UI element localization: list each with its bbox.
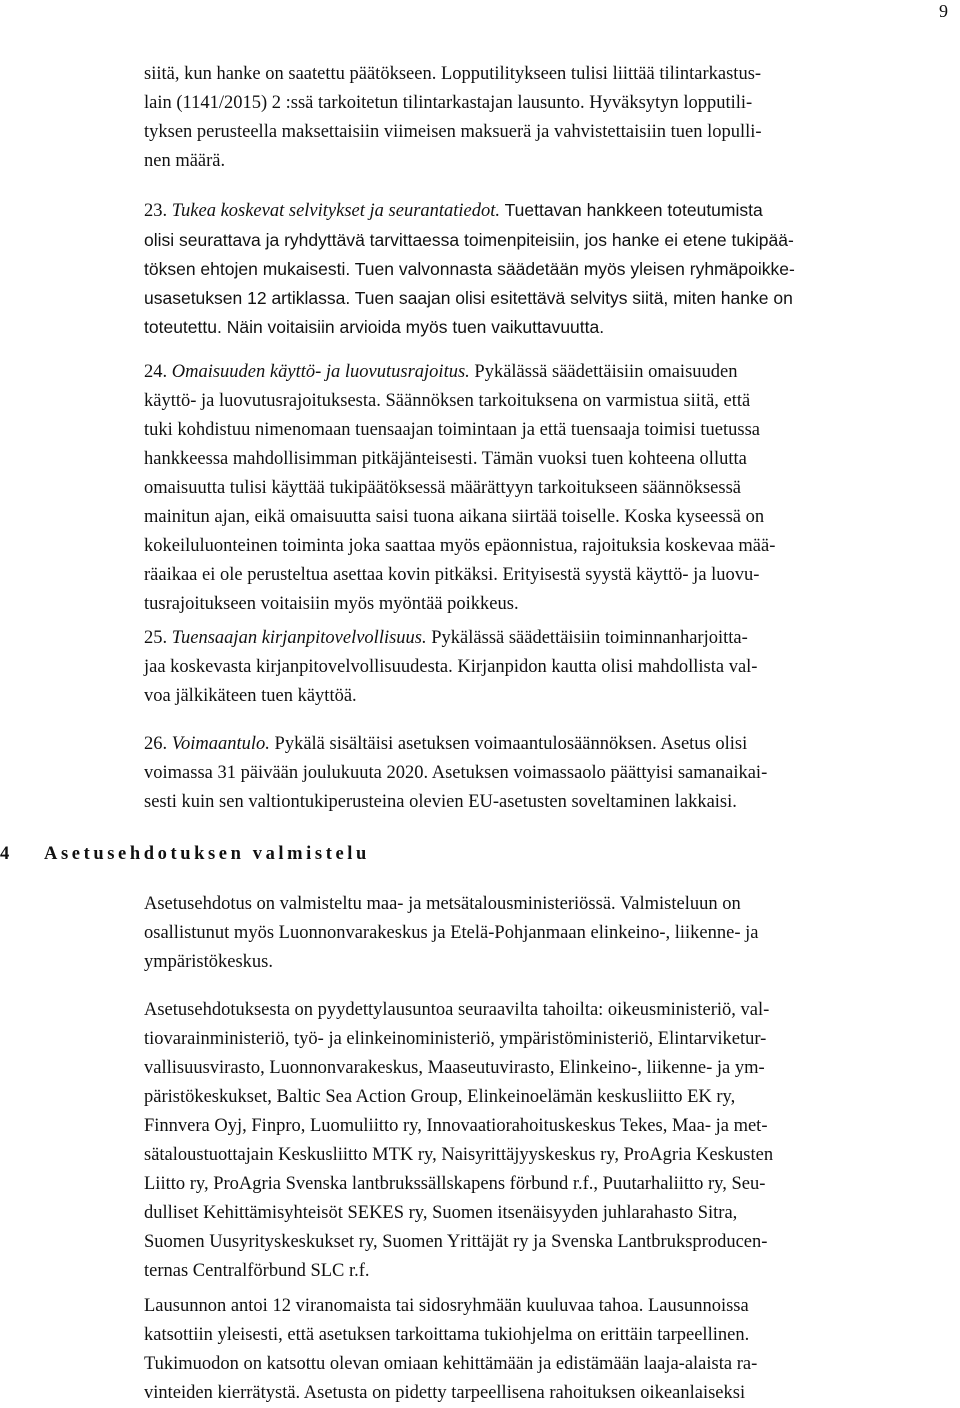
text-line: osallistunut myös Luonnonvarakeskus ja Etelä-Pohjanmaan elinkeino-, liikenne- ja [144,923,759,943]
section-lead-text: Pykälässä säädettäisiin omaisuuden [469,362,738,382]
section-number: 26 [144,734,163,754]
text-line: lain (1141/2015) 2 :ssä tarkoitetun tilintarkastajan lausunto. Hyväksytyn lopputili- [144,93,753,113]
text-line: voa jälkikäteen tuen käyttöä. [144,686,357,706]
paragraph-25 [144,624,956,711]
text-line: usasetuksen 12 artiklassa. Tuen saajan olisi esitettävä selvitys siitä, miten hanke on [144,288,793,308]
section-number: 23 [144,201,163,221]
text-line: dulliset Kehittämisyhteisöt SEKES ry, Suomen itsenäisyyden juhlarahasto Sitra, [144,1203,738,1223]
section-heading-number: 4 [0,844,10,864]
section-sep: . [162,628,172,648]
text-line: tiovarainministeriö, työ- ja elinkeinoministeriö, ympäristöministeriö, Elintarviketur- [144,1029,767,1049]
text-line: voimassa 31 päivään joulukuuta 2020. Asetuksen voimassaolo päättyisi samanaikai- [144,763,768,783]
section-lead-text: Pykälässä säädettäisiin toiminnanharjoitta- [426,628,748,648]
section-title: Tuensaajan kirjanpitovelvollisuus. [171,628,427,648]
text-line: tusrajoitukseen voitaisiin myös myöntää poikkeus. [144,594,519,614]
paragraph-first-line [144,358,956,387]
text-line: hankkeessa mahdollisimman pitkäjänteisesti. Tämän vuoksi tuen kohteena ollutta [144,449,747,469]
paragraph-26 [144,730,956,817]
text-line: katsottiin yleisesti, että asetuksen tarkoittama tukiohjelma on erittäin tarpeellinen. [144,1325,750,1345]
text-line: omaisuutta tulisi käyttää tukipäätöksessä määrättyyn tarkoitukseen säännöksessä [144,478,741,498]
text-line: nen määrä. [144,151,226,171]
text-line: tuki kohdistuu nimenomaan tuensaajan toimintaan ja että tuensaaja toimisi tuetussa [144,420,761,440]
text-line: siitä, kun hanke on saatettu päätökseen. Lopputilitykseen tulisi liittää tilintarkastus- [144,64,762,84]
text-line: Asetusehdotuksesta on pyydettylausuntoa seuraavilta tahoilta: oikeusministeriö, val- [144,1000,770,1020]
section-title: Voimaantulo. [171,734,270,754]
section-sep: . [162,734,172,754]
text-line: räaikaa ei ole perusteltua asettaa kovin pitkäksi. Erityisestä syystä käyttö- ja luovu- [144,565,760,585]
text-line: Finnvera Oyj, Finpro, Luomuliitto ry, Innovaatiorahoituskeskus Tekes, Maa- ja met- [144,1116,768,1136]
text-line: olisi seurattava ja ryhdyttävä tarvittaessa toimenpiteisiin, jos hanke ei etene tukipää- [144,230,794,250]
text-line: vinteiden kierrätystä. Asetusta on pidetty tarpeellisena rahoituksen oikeanlaiseksi [144,1383,746,1403]
text-line: tyksen perusteella maksettaisiin viimeisen maksuerä ja vahvistettaisiin tuen lopulli- [144,122,762,142]
text-line: Suomen Uusyrityskeskukset ry, Suomen Yrittäjät ry ja Svenska Lantbruksproducen- [144,1232,768,1252]
text-line: Tukimuodon on katsottu olevan omiaan kehittämään ja edistämään laaja-alaista ra- [144,1354,758,1374]
text-line: Liitto ry, ProAgria Svenska lantbrukssällskapens förbund r.f., Puutarhaliitto ry, Seu- [144,1174,766,1194]
section-paragraph-3 [144,1292,956,1408]
text-line: kokeiluluonteinen toiminta joka saattaa myös epäonnistua, rajoituksia koskevaa mää- [144,536,776,556]
text-line: toteutettu. Näin voitaisiin arvioida myös tuen vaikuttavuutta. [144,317,605,337]
text-line: käyttö- ja luovutusrajoituksesta. Säännöksen tarkoituksena on varmistua siitä, että [144,391,751,411]
text-line: ympäristökeskus. [144,952,273,972]
section-heading [0,840,370,869]
text-line: Asetusehdotus on valmisteltu maa- ja metsätalousministeriössä. Valmisteluun on [144,894,741,914]
section-title: Tukea koskevat selvitykset ja seurantatiedot. [171,201,501,221]
section-sep: . [162,362,172,382]
section-number: 24 [144,362,163,382]
section-sep: . [162,201,172,221]
paragraph-24 [144,358,956,619]
text-line: ternas Centralförbund SLC r.f. [144,1261,370,1281]
section-number: 25 [144,628,163,648]
paragraph-first-line [144,196,956,226]
text-line: töksen ehtojen mukaisesti. Tuen valvonnasta säädetään myös yleisen ryhmäpoikke- [144,259,795,279]
paragraph-23 [144,196,956,342]
page-number: 9 [939,1,948,21]
text-line: sätaloustuottajain Keskusliitto MTK ry, Naisyrittäjyyskeskus ry, ProAgria Keskusten [144,1145,774,1165]
section-paragraph-1 [144,890,956,977]
section-paragraph-2 [144,996,956,1286]
text-line: sesti kuin sen valtiontukiperusteina olevien EU-asetusten soveltaminen lakkaisi. [144,792,737,812]
section-lead-text: Pykälä sisältäisi asetuksen voimaantulosäännöksen. Asetus olisi [269,734,748,754]
text-line: mainitun ajan, eikä omaisuutta saisi tuona aikana siirtää toiselle. Koska kyseessä on [144,507,765,527]
text-line: päristökeskukset, Baltic Sea Action Group, Elinkeinoelämän keskusliitto EK ry, [144,1087,736,1107]
paragraph-first-line [144,730,956,759]
text-line: vallisuusvirasto, Luonnonvarakeskus, Maaseutuvirasto, Elinkeino-, liikenne- ja ym- [144,1058,765,1078]
text-line: jaa koskevasta kirjanpitovelvollisuudesta. Kirjanpidon kautta olisi mahdollista val- [144,657,758,677]
text-line: Lausunnon antoi 12 viranomaista tai sidosryhmään kuuluvaa tahoa. Lausunnoissa [144,1296,749,1316]
paragraph-22-continuation [144,60,956,176]
paragraph-first-line [144,624,956,653]
section-lead-text: Tuettavan hankkeen toteutumista [500,200,763,220]
section-heading-title: Asetusehdotuksen valmistelu [44,844,370,864]
section-title: Omaisuuden käyttö- ja luovutusrajoitus. [171,362,470,382]
